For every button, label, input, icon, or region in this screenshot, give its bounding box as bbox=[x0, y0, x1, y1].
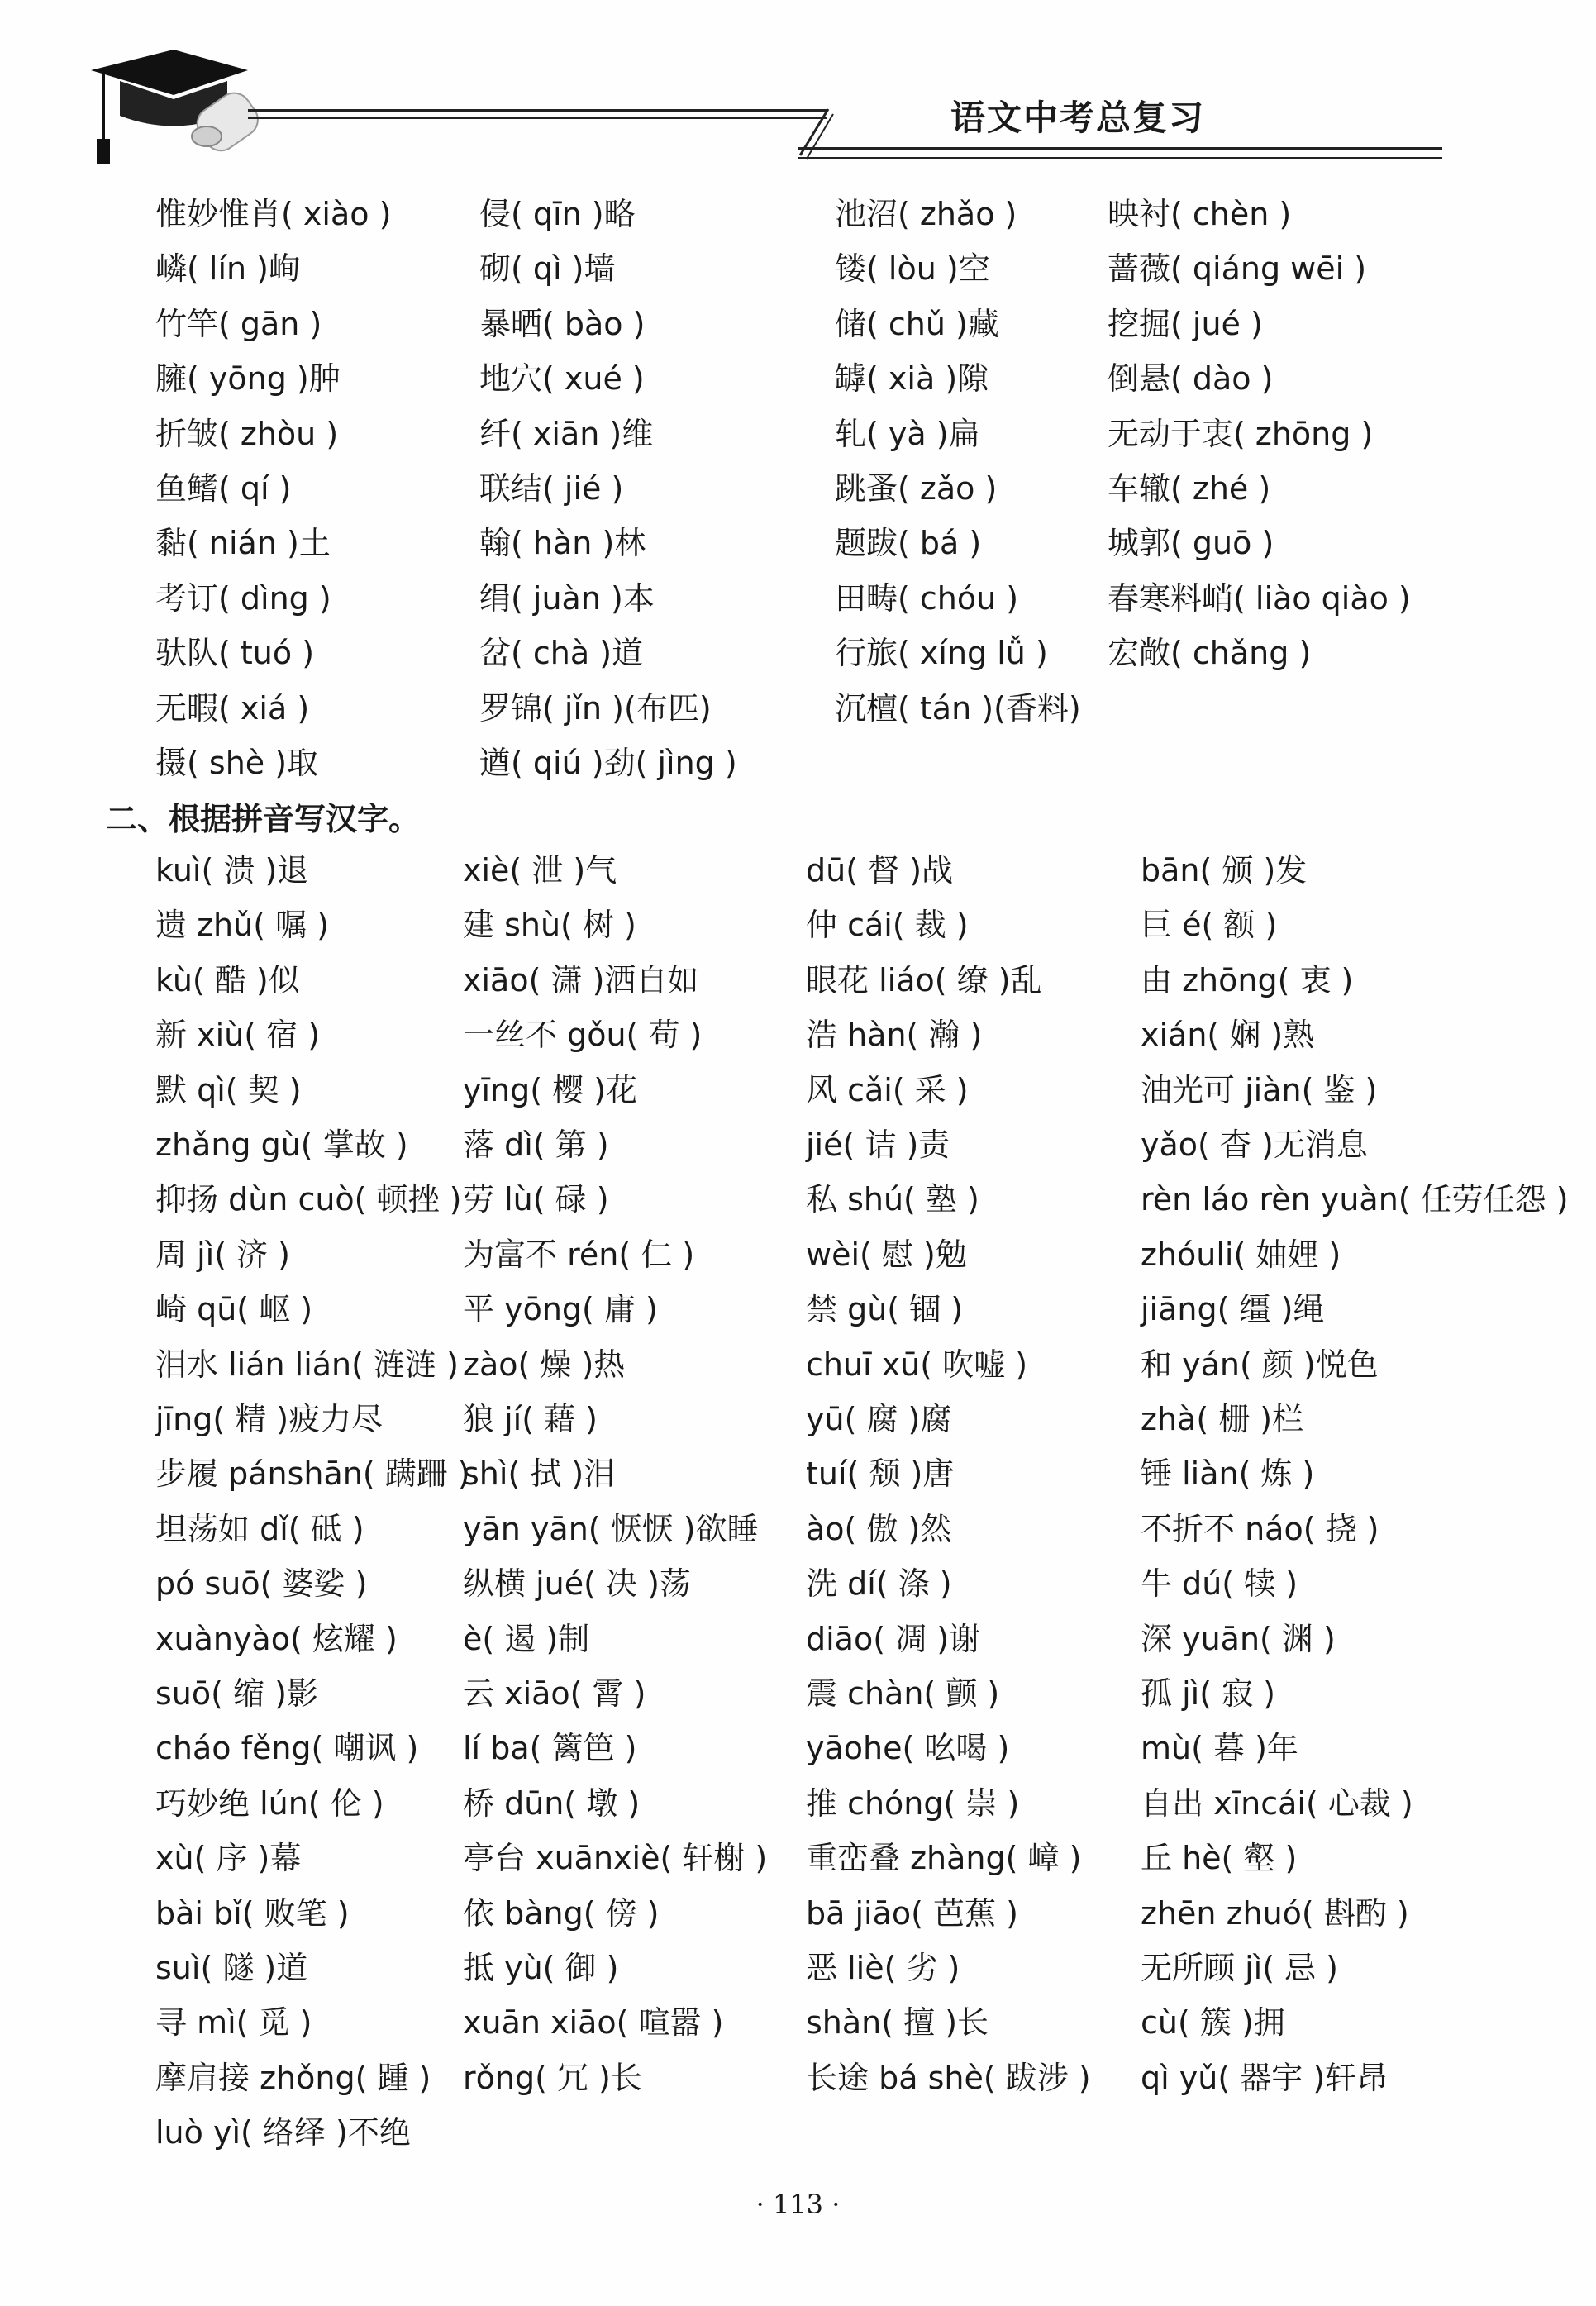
exercise-item: 不折不 náo( 挠 ) bbox=[1141, 1510, 1379, 1547]
exercise-row bbox=[0, 1995, 1596, 2050]
exercise-item: 新 xiù( 宿 ) bbox=[155, 1017, 321, 1054]
exercise-item: 丘 hè( 壑 ) bbox=[1141, 1840, 1298, 1877]
exercise-item: 挖掘( jué ) bbox=[1108, 305, 1263, 342]
exercise-item: 牛 dú( 犊 ) bbox=[1141, 1565, 1298, 1603]
exercise-item: 纵横 jué( 决 )荡 bbox=[463, 1565, 691, 1603]
exercise-row bbox=[0, 187, 1596, 241]
exercise-item: 摩肩接 zhǒng( 踵 ) bbox=[155, 2059, 431, 2096]
exercise-item: 巨 é( 额 ) bbox=[1141, 907, 1278, 944]
exercise-row bbox=[0, 1502, 1596, 1556]
exercise-item: 跳蚤( zǎo ) bbox=[835, 470, 998, 507]
exercise-item: shì( 拭 )泪 bbox=[463, 1456, 616, 1493]
exercise-item: 纤( xiān )维 bbox=[479, 415, 654, 452]
exercise-item: 抑扬 dùn cuò( 顿挫 ) bbox=[155, 1181, 462, 1218]
exercise-item: 田畴( chóu ) bbox=[835, 579, 1019, 617]
exercise-item: 泪水 lián lián( 涟涟 ) bbox=[155, 1346, 459, 1383]
exercise-item: cù( 簇 )拥 bbox=[1141, 2004, 1285, 2042]
exercise-item: xuān xiāo( 喧嚣 ) bbox=[463, 2004, 724, 2042]
exercise-item: 平 yōng( 庸 ) bbox=[463, 1291, 658, 1328]
exercise-item: 宏敞( chǎng ) bbox=[1108, 635, 1312, 672]
exercise-item: yān yān( 恹恹 )欲睡 bbox=[463, 1510, 759, 1547]
exercise-item: 轧( yà )扁 bbox=[835, 415, 980, 452]
exercise-row bbox=[0, 241, 1596, 296]
exercise-item: 洗 dí( 涤 ) bbox=[806, 1565, 952, 1603]
exercise-item: 无暇( xiá ) bbox=[155, 689, 310, 727]
exercise-row bbox=[0, 2105, 1596, 2160]
exercise-item: 驮队( tuó ) bbox=[155, 635, 315, 672]
page-header-title: 语文中考总复习 bbox=[950, 98, 1206, 138]
exercise-item: jīng( 精 )疲力尽 bbox=[155, 1401, 384, 1437]
exercise-item: 地穴( xué ) bbox=[479, 360, 645, 398]
exercise-item: 遗 zhǔ( 嘱 ) bbox=[155, 907, 330, 944]
exercise-item: 城郭( guō ) bbox=[1108, 525, 1274, 562]
exercise-row bbox=[0, 843, 1596, 898]
exercise-item: 禁 gù( 锢 ) bbox=[806, 1291, 964, 1328]
exercise-item: yīng( 樱 )花 bbox=[463, 1071, 638, 1108]
exercise-item: diāo( 凋 )谢 bbox=[806, 1620, 981, 1657]
exercise-item: bā jiāo( 芭蕉 ) bbox=[806, 1894, 1018, 1932]
exercise-row bbox=[0, 1556, 1596, 1611]
exercise-item: zhóuli( 妯娌 ) bbox=[1141, 1236, 1341, 1273]
exercise-item: 池沼( zhǎo ) bbox=[835, 196, 1017, 232]
exercise-item: 行旅( xíng lǚ ) bbox=[835, 635, 1048, 672]
exercise-item: dū( 督 )战 bbox=[806, 852, 954, 889]
exercise-item: 罅( xià )隙 bbox=[835, 360, 989, 398]
exercise-item: 为富不 rén( 仁 ) bbox=[463, 1236, 695, 1273]
exercise-row bbox=[0, 297, 1596, 351]
graduation-cap-icon bbox=[83, 33, 264, 174]
exercise-row bbox=[0, 1392, 1596, 1446]
exercise-item: 和 yán( 颜 )悦色 bbox=[1141, 1346, 1379, 1383]
exercise-item: 默 qì( 契 ) bbox=[155, 1071, 302, 1108]
exercise-item: zhà( 栅 )栏 bbox=[1141, 1401, 1304, 1437]
exercise-item: 无动于衷( zhōng ) bbox=[1108, 415, 1374, 452]
exercise-item: 自出 xīncái( 心裁 ) bbox=[1141, 1784, 1413, 1822]
exercise-item: 狼 jí( 藉 ) bbox=[463, 1401, 598, 1437]
exercise-item: 摄( shè )取 bbox=[155, 745, 319, 781]
exercise-row bbox=[0, 898, 1596, 952]
exercise-item: mù( 暮 )年 bbox=[1141, 1730, 1298, 1767]
exercise-row bbox=[0, 736, 1596, 790]
exercise-item: zhēn zhuó( 斟酌 ) bbox=[1141, 1894, 1409, 1932]
exercise-item: yāohe( 吆喝 ) bbox=[806, 1730, 1010, 1767]
header-rule bbox=[248, 109, 827, 112]
exercise-item: 考订( dìng ) bbox=[155, 579, 331, 617]
exercise-item: 仲 cái( 裁 ) bbox=[806, 907, 969, 944]
exercise-row bbox=[0, 1227, 1596, 1282]
exercise-item: 联结( jié ) bbox=[479, 470, 624, 507]
exercise-item: shàn( 擅 )长 bbox=[806, 2004, 989, 2042]
exercise-row bbox=[0, 407, 1596, 461]
exercise-item: 油光可 jiàn( 鉴 ) bbox=[1141, 1071, 1378, 1108]
exercise-item: 折皱( zhòu ) bbox=[155, 415, 339, 452]
exercise-item: 周 jì( 济 ) bbox=[155, 1236, 291, 1273]
exercise-item: 映衬( chèn ) bbox=[1108, 196, 1292, 232]
exercise-item: 嶙( lín )峋 bbox=[155, 250, 301, 288]
exercise-item: 绢( juàn )本 bbox=[479, 579, 655, 617]
exercise-row bbox=[0, 626, 1596, 680]
exercise-item: 翰( hàn )林 bbox=[479, 525, 646, 562]
exercise-item: rèn láo rèn yuàn( 任劳任怨 ) bbox=[1141, 1181, 1569, 1218]
exercise-item: 步履 pánshān( 蹒跚 ) bbox=[155, 1456, 470, 1493]
exercise-item: 寻 mì( 觅 ) bbox=[155, 2004, 312, 2042]
exercise-item: 遒( qiú )劲( jìng ) bbox=[479, 745, 737, 781]
exercise-item: 劳 lù( 碌 ) bbox=[463, 1181, 609, 1218]
header-rule bbox=[248, 117, 827, 119]
exercise-item: 储( chǔ )藏 bbox=[835, 305, 999, 342]
exercise-item: xián( 娴 )熟 bbox=[1141, 1017, 1315, 1054]
header-rule-joint bbox=[793, 106, 835, 160]
exercise-row bbox=[0, 351, 1596, 406]
exercise-item: yǎo( 杳 )无消息 bbox=[1141, 1127, 1368, 1163]
exercise-item: 云 xiāo( 霄 ) bbox=[463, 1675, 646, 1712]
exercise-item: 竹竿( gān ) bbox=[155, 305, 322, 342]
exercise-item: 深 yuān( 渊 ) bbox=[1141, 1620, 1336, 1657]
exercise-item: 暴晒( bào ) bbox=[479, 305, 646, 342]
exercise-item: xù( 序 )幕 bbox=[155, 1840, 302, 1877]
exercise-item: 桥 dūn( 墩 ) bbox=[463, 1784, 641, 1822]
exercise-item: 坦荡如 dǐ( 砥 ) bbox=[155, 1510, 364, 1547]
exercise-item: kù( 酷 )似 bbox=[155, 961, 300, 998]
exercise-item: 罗锦( jǐn )(布匹) bbox=[479, 689, 712, 727]
exercise-item: 恶 liè( 劣 ) bbox=[806, 1950, 960, 1986]
exercise-row bbox=[0, 1008, 1596, 1062]
exercise-item: 一丝不 gǒu( 苟 ) bbox=[463, 1017, 703, 1054]
exercise-row bbox=[0, 1721, 1596, 1775]
exercise-item: 无所顾 jì( 忌 ) bbox=[1141, 1950, 1339, 1986]
exercise-item: 锤 liàn( 炼 ) bbox=[1141, 1456, 1315, 1493]
exercise-item: xiè( 泄 )气 bbox=[463, 852, 617, 889]
exercise-row bbox=[0, 1117, 1596, 1172]
exercise-item: xiāo( 潇 )洒自如 bbox=[463, 961, 699, 998]
exercise-row bbox=[0, 1282, 1596, 1336]
exercise-item: 侵( qīn )略 bbox=[479, 196, 636, 232]
exercise-item: 镂( lòu )空 bbox=[835, 250, 990, 288]
exercise-item: 题跋( bá ) bbox=[835, 525, 982, 562]
exercise-item: 震 chàn( 颤 ) bbox=[806, 1675, 1000, 1712]
exercise-item: zhǎng gù( 掌故 ) bbox=[155, 1127, 408, 1163]
exercise-item: 长途 bá shè( 跋涉 ) bbox=[806, 2059, 1091, 2096]
exercise-item: 崎 qū( 岖 ) bbox=[155, 1291, 313, 1328]
exercise-row bbox=[0, 1172, 1596, 1227]
exercise-row bbox=[0, 461, 1596, 516]
exercise-item: 沉檀( tán )(香料) bbox=[835, 689, 1081, 727]
exercise-row bbox=[0, 1446, 1596, 1501]
exercise-row bbox=[0, 953, 1596, 1008]
exercise-row bbox=[0, 1831, 1596, 1885]
exercise-item: 重峦叠 zhàng( 嶂 ) bbox=[806, 1840, 1082, 1877]
exercise-item: 黏( nián )土 bbox=[155, 525, 331, 562]
exercise-row bbox=[0, 1063, 1596, 1117]
exercise-item: 砌( qì )墙 bbox=[479, 250, 616, 288]
exercise-item: tuí( 颓 )唐 bbox=[806, 1456, 955, 1493]
exercise-item: 春寒料峭( liào qiào ) bbox=[1108, 579, 1411, 617]
exercise-item: lí ba( 篱笆 ) bbox=[463, 1730, 637, 1767]
exercise-item: 推 chóng( 崇 ) bbox=[806, 1784, 1020, 1822]
exercise-item: 鱼鳍( qí ) bbox=[155, 470, 292, 507]
exercise-item: 臃( yōng )肿 bbox=[155, 360, 341, 398]
exercise-item: pó suō( 婆娑 ) bbox=[155, 1565, 368, 1603]
exercise-row bbox=[0, 516, 1596, 570]
exercise-item: 抵 yù( 御 ) bbox=[463, 1950, 619, 1986]
exercise-item: 建 shù( 树 ) bbox=[463, 907, 636, 944]
exercise-item: 巧妙绝 lún( 伦 ) bbox=[155, 1784, 384, 1822]
exercise-item: 由 zhōng( 衷 ) bbox=[1141, 961, 1354, 998]
exercise-item: chuī xū( 吹嘘 ) bbox=[806, 1346, 1028, 1383]
exercise-item: 倒悬( dào ) bbox=[1108, 360, 1274, 398]
exercise-item: jiāng( 缰 )绳 bbox=[1141, 1291, 1325, 1328]
page-number: · 113 · bbox=[755, 2189, 841, 2220]
exercise-item: 岔( chà )道 bbox=[479, 635, 644, 672]
exercise-row bbox=[0, 2051, 1596, 2105]
exercise-item: cháo fěng( 嘲讽 ) bbox=[155, 1730, 419, 1767]
exercise-row bbox=[0, 571, 1596, 626]
exercise-item: yū( 腐 )腐 bbox=[806, 1401, 952, 1437]
exercise-item: 孤 jì( 寂 ) bbox=[1141, 1675, 1276, 1712]
header-rule bbox=[798, 147, 1442, 150]
exercise-item: 惟妙惟肖( xiào ) bbox=[155, 196, 392, 232]
exercise-row bbox=[0, 1886, 1596, 1941]
exercise-row bbox=[0, 1666, 1596, 1721]
exercise-item: luò yì( 络绎 )不绝 bbox=[155, 2114, 411, 2151]
exercise-row bbox=[0, 1612, 1596, 1666]
exercise-item: 私 shú( 塾 ) bbox=[806, 1181, 979, 1218]
exercise-row bbox=[0, 1337, 1596, 1392]
exercise-item: bān( 颁 )发 bbox=[1141, 852, 1308, 889]
exercise-item: kuì( 溃 )退 bbox=[155, 852, 309, 889]
section-title: 二、根据拼音写汉字。 bbox=[106, 801, 421, 837]
exercise-item: 亭台 xuānxiè( 轩榭 ) bbox=[463, 1840, 768, 1877]
exercise-row bbox=[0, 681, 1596, 736]
exercise-item: 风 cǎi( 采 ) bbox=[806, 1071, 969, 1108]
exercise-item: 蔷薇( qiáng wēi ) bbox=[1108, 250, 1367, 288]
exercise-item: suì( 隧 )道 bbox=[155, 1950, 308, 1986]
exercise-item: xuànyào( 炫耀 ) bbox=[155, 1620, 398, 1657]
exercise-item: wèi( 慰 )勉 bbox=[806, 1236, 967, 1273]
header-rule bbox=[798, 157, 1442, 159]
exercise-item: 落 dì( 第 ) bbox=[463, 1127, 609, 1163]
exercise-item: 车辙( zhé ) bbox=[1108, 470, 1271, 507]
exercise-row bbox=[0, 1941, 1596, 1995]
exercise-item: ào( 傲 )然 bbox=[806, 1510, 952, 1547]
exercise-item: è( 遏 )制 bbox=[463, 1620, 590, 1657]
exercise-item: rǒng( 冗 )长 bbox=[463, 2059, 642, 2096]
exercise-item: suō( 缩 )影 bbox=[155, 1675, 318, 1712]
exercise-item: 依 bàng( 傍 ) bbox=[463, 1894, 660, 1932]
exercise-item: qì yǔ( 器宇 )轩昂 bbox=[1141, 2059, 1389, 2096]
exercise-item: zào( 燥 )热 bbox=[463, 1346, 626, 1383]
exercise-item: 浩 hàn( 瀚 ) bbox=[806, 1017, 983, 1054]
exercise-item: jié( 诘 )责 bbox=[806, 1127, 950, 1163]
exercise-item: 眼花 liáo( 缭 )乱 bbox=[806, 961, 1042, 998]
exercise-item: bài bǐ( 败笔 ) bbox=[155, 1894, 350, 1932]
exercise-row bbox=[0, 1776, 1596, 1831]
